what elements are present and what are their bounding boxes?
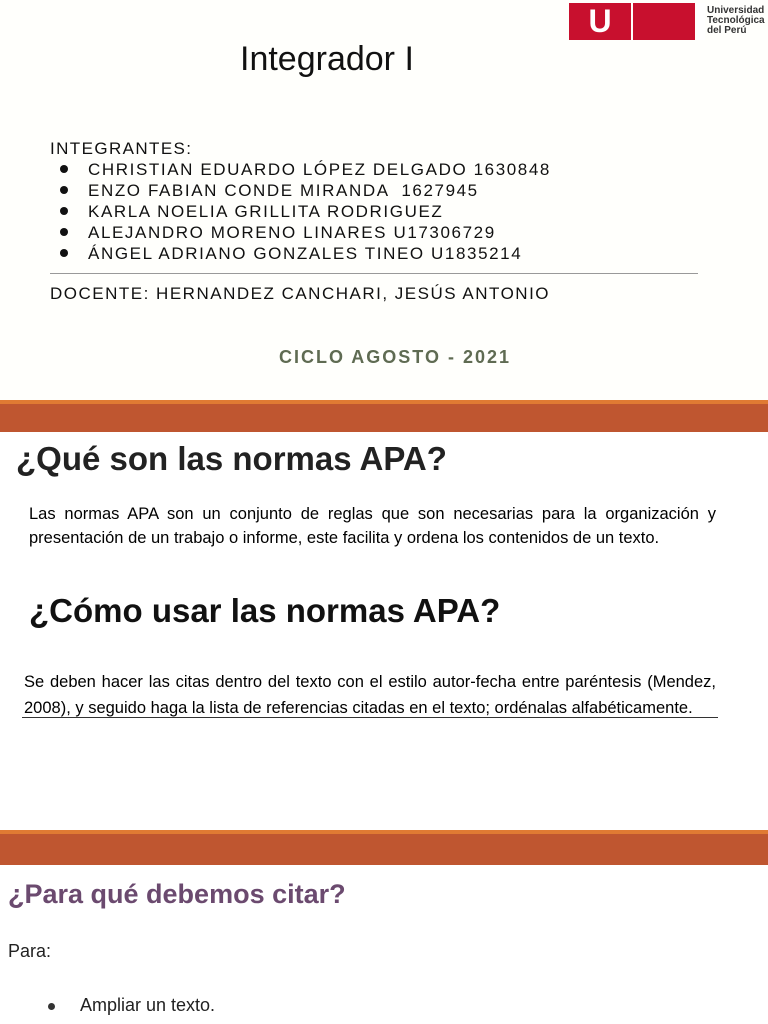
member-item [60, 180, 551, 201]
ciclo-label: CICLO AGOSTO - 2021 [278, 347, 512, 367]
bullet-icon [60, 207, 68, 215]
member-name: CHRISTIAN EDUARDO LÓPEZ DELGADO 1630848 [88, 160, 551, 179]
strike-through-line [22, 717, 718, 718]
slide-title: Integrador I [240, 40, 414, 78]
utp-logo [569, 3, 768, 40]
paragraph-definition: Las normas APA son un conjunto de reglas que son necesarias para la organización y presentación de un trabajo o informe, este facilita y ordena los contenidos de un texto. [29, 505, 716, 547]
bullet-icon [60, 165, 68, 173]
member-list [60, 159, 551, 264]
logo-letter-u: U [569, 3, 631, 40]
docente-line: DOCENTE: HERNANDEZ CANCHARI, JESÚS ANTONIO [50, 284, 551, 303]
logo-letter-t-overlay [638, 3, 700, 40]
member-name: ALEJANDRO MORENO LINARES U17306729 [88, 223, 496, 242]
member-name: KARLA NOELIA GRILLITA RODRIGUEZ [88, 202, 444, 221]
heading-como-usar-normas-apa: ¿Cómo usar las normas APA? [29, 592, 501, 629]
logo-line-1: Universidad [707, 5, 765, 16]
heading-que-son-normas-apa: ¿Qué son las normas APA? [16, 440, 447, 477]
list-item [48, 995, 215, 1016]
bullet-icon [60, 249, 68, 257]
paragraph-para: Para: [8, 941, 52, 961]
bullet-icon [60, 186, 68, 194]
member-name: ENZO FABIAN CONDE MIRANDA 1627945 [88, 181, 479, 200]
member-item [60, 243, 551, 264]
slide-separator-band [0, 400, 768, 432]
member-item [60, 222, 551, 243]
slide-1 [0, 0, 768, 400]
member-name: ÁNGEL ADRIANO GONZALES TINEO U1835214 [88, 244, 523, 263]
bullet-icon [60, 228, 68, 236]
logo-line-2: Tecnológica [707, 15, 765, 26]
paragraph-usage: Se deben hacer las citas dentro del texto con el estilo autor-fecha entre paréntesis (Mendez, 2008), y seguido haga la lista de referencias citadas en el texto; ordénalas alfabéticamente. [24, 673, 716, 717]
logo-line-3: del Perú [707, 25, 747, 36]
member-item [60, 201, 551, 222]
heading-para-que-citar: ¿Para qué debemos citar? [8, 879, 346, 909]
slide-separator-band [0, 830, 768, 865]
logo-university-name [707, 6, 765, 36]
member-item [60, 159, 551, 180]
divider [50, 273, 698, 274]
list-item-text: Ampliar un texto. [80, 995, 216, 1015]
integrantes-label: INTEGRANTES: [50, 139, 193, 158]
bullet-icon [48, 1003, 55, 1010]
